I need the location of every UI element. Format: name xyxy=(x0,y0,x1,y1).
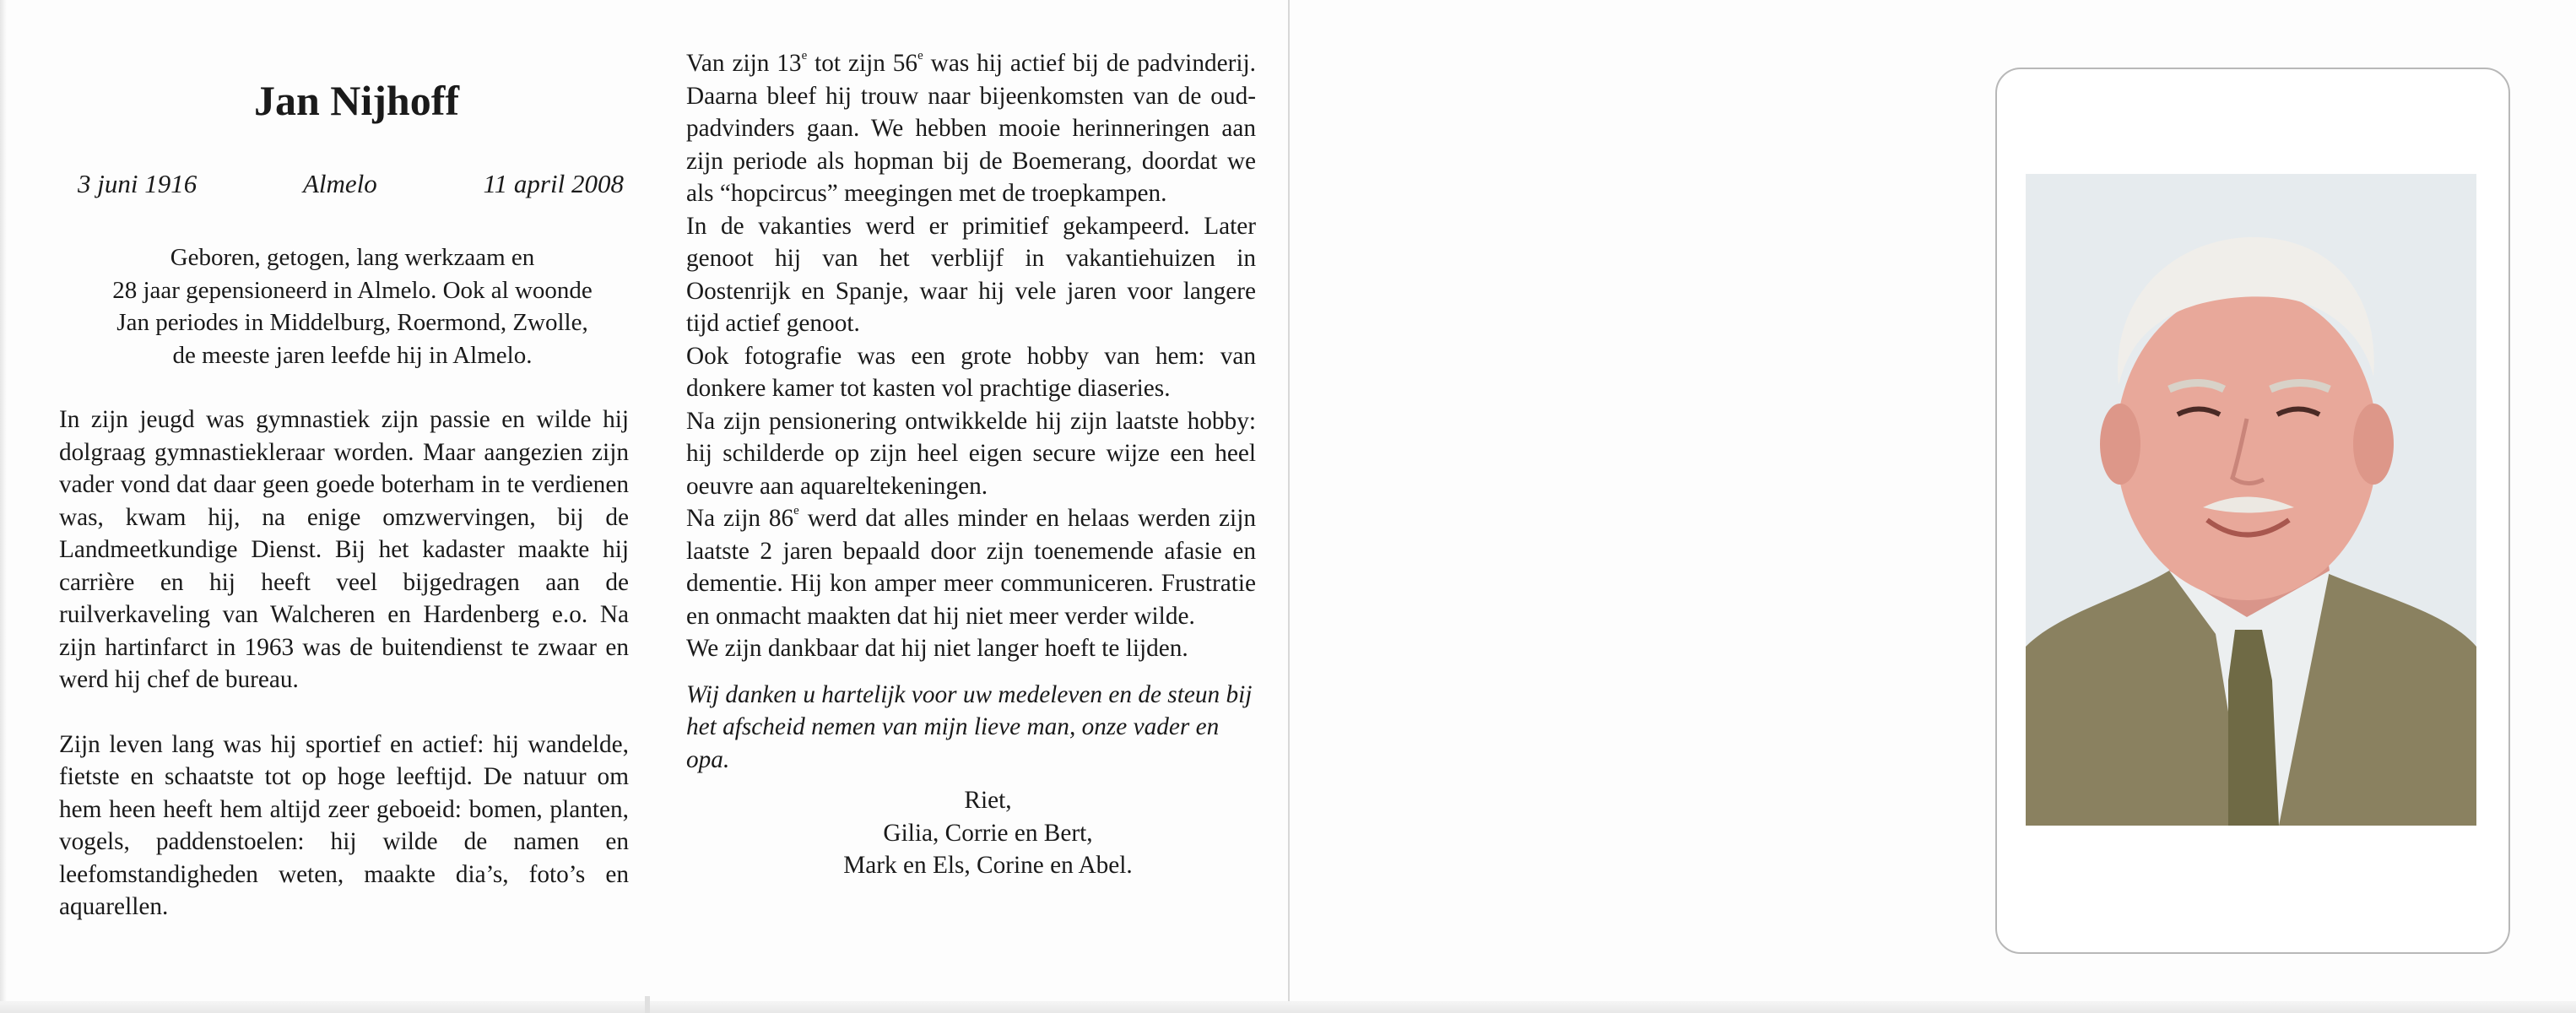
paragraph-gratitude: We zijn dankbaar dat hij niet langer hoeft te lijden. xyxy=(686,635,1188,662)
intro-line: Jan periodes in Middelburg, Roermond, Zwolle, xyxy=(116,309,588,336)
text-span: werd dat alles minder en helaas werden zijn laatste 2 jaren bepaald door zijn toenemende afasie en dementie. Hij kon amper meer communiceren. Frustratie en onmacht maakten dat hij niet meer verder wilde. xyxy=(686,505,1256,630)
middle-page xyxy=(686,47,1256,882)
card-edge xyxy=(0,0,7,1013)
place: Almelo xyxy=(302,169,377,198)
birth-date: 3 juni 1916 xyxy=(78,169,198,198)
middle-fold-mark xyxy=(645,996,650,1013)
thank-you-note: Wij danken u hartelijk voor uw medeleven en de steun bij het afscheid nemen van mijn lieve man, onze vader en opa. xyxy=(686,680,1253,773)
text-span: tot zijn 56 xyxy=(807,50,918,77)
intro-text xyxy=(59,241,629,371)
text-span: Na zijn 86 xyxy=(686,505,794,532)
text-span: was hij actief bij de padvinderij. Daarna bleef hij trouw naar bijeenkomsten van de oud-padvinders gaan. We hebben mooie herinneringen aan zijn periode als hopman bij de Boemerang, doordat we als “hopcircus” meegingen met de troepkampen. xyxy=(686,50,1256,207)
intro-line: 28 jaar gepensioneerd in Almelo. Ook al woonde xyxy=(112,276,593,304)
fold-line xyxy=(1288,0,1290,1013)
paragraph-youth: In zijn jeugd was gymnastiek zijn passie en wilde hij dolgraag gymnastiekleraar worden. Maar aangezien zijn vader vond dat daar geen goede boterham in te verdienen was, kwam hij, na enige omzwervingen, bij de Landmeetkundige Dienst. Bij het kadaster maakte hij carrière en hij heeft veel bijgedragen aan de ruilverkaveling van Walcheren en Hardenberg e.o. Na zijn hartinfarct in 1963 was de buitendienst te zwaar en werd hij chef de bureau. xyxy=(59,406,629,693)
life-story xyxy=(686,47,1256,665)
family-signature xyxy=(686,784,1256,882)
paragraph-decline xyxy=(686,502,1256,632)
text-span: Van zijn 13 xyxy=(686,50,802,77)
intro-line: Geboren, getogen, lang werkzaam en xyxy=(170,244,535,271)
portrait-photo-icon xyxy=(2026,174,2476,826)
deceased-name: Jan Nijhoff xyxy=(253,77,460,124)
paragraph-sport: Zijn leven lang was hij sportief en actief: hij wandelde, fietste en schaatste tot op hoge leeftijd. De natuur om hem heen heeft hem altijd zeer geboeid: bomen, planten, vogels, paddenstoelen: hij wilde de namen en leefomstandigheden weten, maakte dia’s, foto’s en aquarellen. xyxy=(59,730,629,920)
left-page xyxy=(59,76,629,956)
ordinal-suffix: e xyxy=(801,49,808,62)
card-bottom-edge xyxy=(0,1001,2576,1013)
death-date: 11 april 2008 xyxy=(483,169,624,198)
signature-line: Gilia, Corrie en Bert, xyxy=(883,819,1093,847)
paragraph-scouting xyxy=(686,47,1256,210)
photo-frame xyxy=(1995,68,2510,954)
paragraph-photography: Ook fotografie was een grote hobby van hem: van donkere kamer tot kasten vol prachtige diaseries. xyxy=(686,342,1256,402)
paragraph-painting: Na zijn pensionering ontwikkelde hij zijn laatste hobby: hij schilderde op zijn heel eigen secure wijze een heel oeuvre aan aquareltekeningen. xyxy=(686,407,1256,500)
paragraph-holidays: In de vakanties werd er primitief gekampeerd. Later genoot hij van het verblijf in vakantiehuizen in Oostenrijk en Spanje, waar hij vele jaren voor langere tijd actief genoot. xyxy=(686,212,1256,337)
ordinal-suffix: e xyxy=(917,49,923,62)
ordinal-suffix: e xyxy=(793,504,799,517)
portrait-photo xyxy=(2026,174,2476,826)
signature-line: Riet, xyxy=(964,787,1012,814)
signature-line: Mark en Els, Corine en Abel. xyxy=(843,852,1133,879)
intro-line: de meeste jaren leefde hij in Almelo. xyxy=(172,341,533,369)
dates-row xyxy=(59,169,629,199)
